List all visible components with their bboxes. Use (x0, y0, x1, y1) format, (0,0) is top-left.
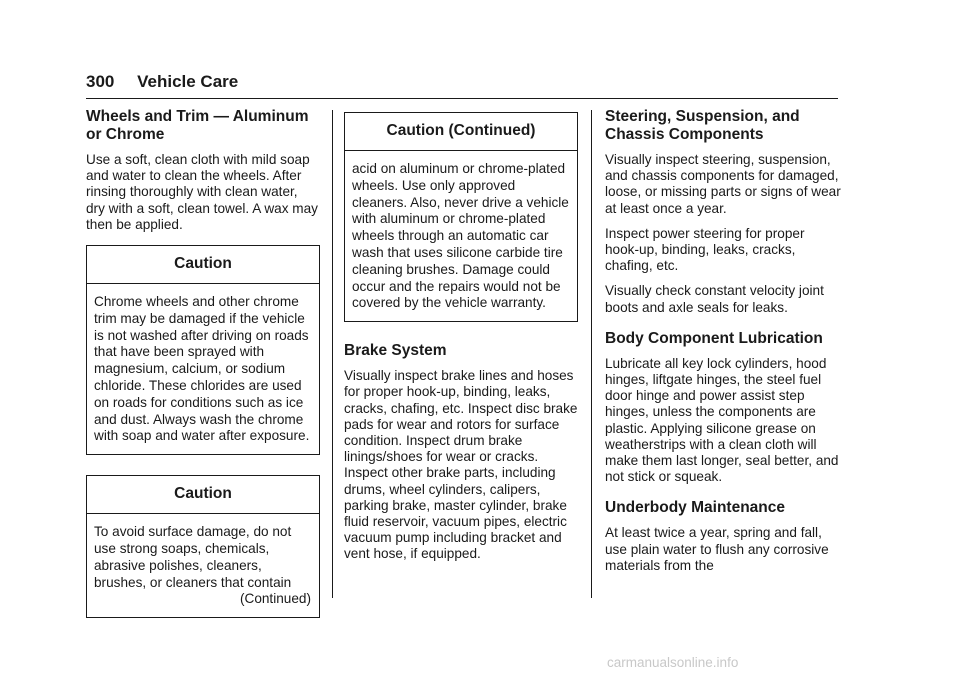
watermark: carmanualsonline.info (607, 655, 739, 670)
column-1 (86, 108, 320, 618)
caution-box-continued (344, 112, 578, 322)
section-title: Vehicle Care (137, 72, 239, 91)
steering-paragraph-1: Visually inspect steering, suspension, and chassis components for damaged, loose, or missing parts or signs of wear at least once a year. (605, 152, 841, 216)
heading-wheels-trim: Wheels and Trim — Aluminum or Chrome (86, 108, 309, 143)
caution-title: Caution (87, 246, 319, 284)
page-header (86, 72, 238, 92)
steering-paragraph-2: Inspect power steering for proper hook-up, binding, leaks, cracks, chafing, etc. (605, 225, 805, 274)
column-3 (605, 108, 841, 583)
column-divider-1 (332, 110, 333, 598)
heading-brake-system: Brake System (344, 342, 447, 360)
heading-steering: Steering, Suspension, and Chassis Components (605, 108, 800, 143)
caution-box-1 (86, 245, 320, 455)
caution-title: Caution (Continued) (345, 113, 577, 151)
continued-label: (Continued) (239, 591, 311, 607)
steering-paragraph-3: Visually check constant velocity joint boots and axle seals for leaks. (605, 283, 824, 315)
caution-title: Caution (87, 476, 319, 514)
heading-body-lubrication: Body Component Lubrication (605, 329, 823, 347)
caution-body: acid on aluminum or chrome-plated wheels. Use only approved cleaners. Also, never drive a vehicle with aluminum or chrome-plated wheels through an automatic car wash that uses silicone carbide tire cleaning brushes. Damage could occur and the repairs would not be covered by the vehicle warranty. (352, 161, 569, 311)
lubrication-paragraph: Lubricate all key lock cylinders, hood hinges, liftgate hinges, the steel fuel door hinge and power assist step hinges, unless the components are plastic. Applying silicone grease on weatherstrips with a clean cloth will make them last longer, seal better, and not stick or squeak. (605, 355, 839, 485)
page-number: 300 (86, 72, 115, 91)
heading-underbody: Underbody Maintenance (605, 499, 785, 517)
column-divider-2 (591, 110, 592, 598)
underbody-paragraph: At least twice a year, spring and fall, use plain water to flush any corrosive materials from the (605, 525, 829, 573)
brake-paragraph: Visually inspect brake lines and hoses for proper hook-up, binding, leaks, cracks, chafing, etc. Inspect disc brake pads for wear and rotors for surface condition. Inspect drum brake linings/shoes for wear or cracks. Inspect other brake parts, including drums, wheel cylinders, calipers, parking brake, master cylinder, brake fluid reservoir, vacuum pipes, electric vacuum pump including bracket and vent hose, if equipped. (344, 368, 578, 562)
caution-box-2 (86, 475, 320, 618)
caution-body: Chrome wheels and other chrome trim may be damaged if the vehicle is not washed after driving on roads that have been sprayed with magnesium, calcium, or sodium chloride. These chlorides are used on roads for conditions such as ice and dust. Always wash the chrome with soap and water after exposure. (94, 294, 310, 444)
caution-body: To avoid surface damage, do not use strong soaps, chemicals, abrasive polishes, cleaners, brushes, or cleaners that contain (94, 524, 292, 590)
wheels-paragraph: Use a soft, clean cloth with mild soap and water to clean the wheels. After rinsing thoroughly with clean water, dry with a soft, clean towel. A wax may then be applied. (86, 152, 318, 232)
caution-body-wrap (87, 514, 319, 617)
header-rule (86, 98, 838, 99)
column-2 (344, 112, 578, 572)
